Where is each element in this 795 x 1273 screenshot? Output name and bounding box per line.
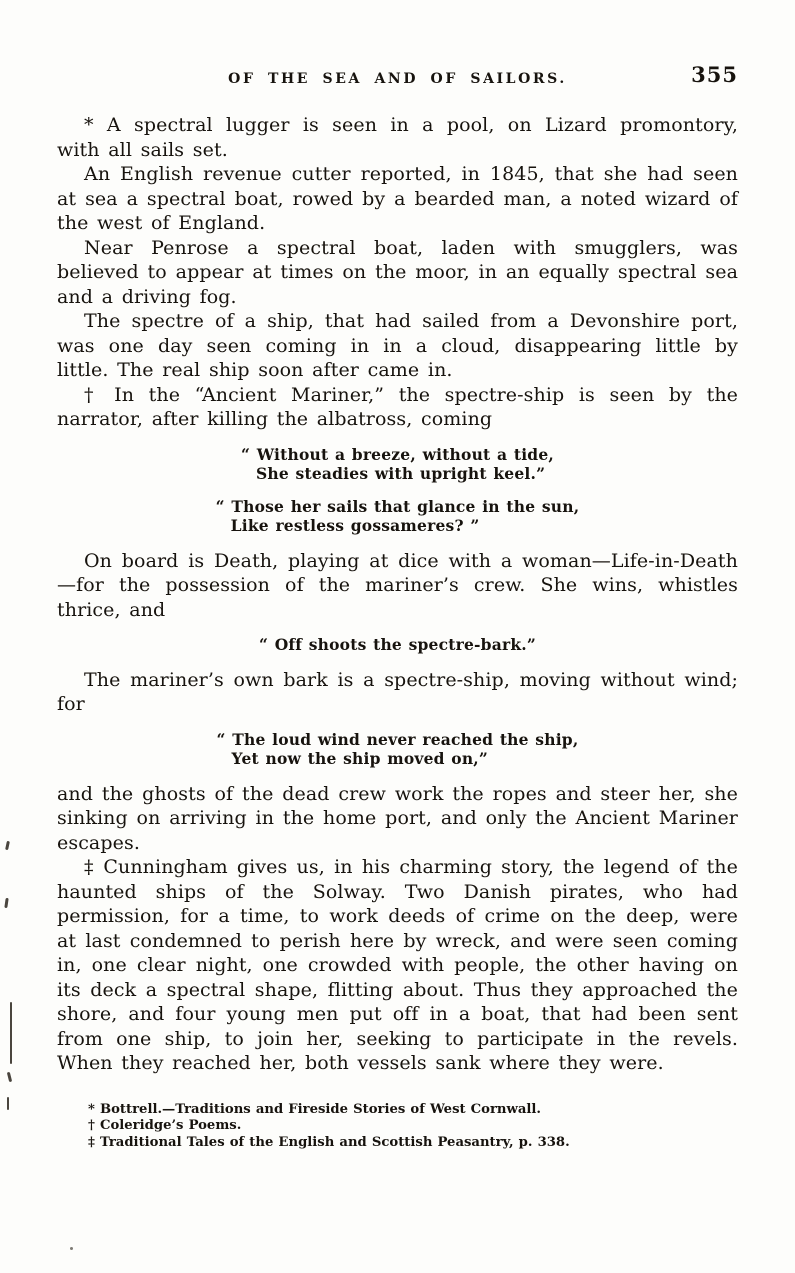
verse-line: “ Without a breeze, without a tide, — [241, 444, 554, 464]
paragraph: An English revenue cutter reported, in 1845, that she had seen at sea a spectral boat, rowed by a bearded man, a noted wizard of the west of England. — [57, 163, 738, 234]
running-title: OF THE SEA AND OF SAILORS. — [228, 71, 567, 87]
scan-artifact — [10, 1002, 12, 1064]
footnotes — [88, 1102, 738, 1152]
paragraph: * A spectral lugger is seen in a pool, on Lizard promontory, with all sails set. — [57, 114, 738, 161]
verse-line: Yet now the ship moved on,” — [231, 749, 488, 768]
scan-artifact — [7, 1072, 12, 1082]
verse-line: “ Those her sails that glance in the sun, — [215, 496, 580, 516]
paragraph: ‡ Cunningham gives us, in his charming story, the legend of the haunted ships of the Solway. Two Danish pirates, who had permission, for a time, to work deeds of crime on the deep, were at last condemned to perish here by wreck, and were seen coming in, one clear night, one crowded with people, the other having on its deck a spectral shape, flitting about. Thus they approached the shore, and four young men put off in a boat, that had been sent from one ship, to join her, seeking to participate in the revels. When they reached her, both vessels sank where they were. — [57, 856, 738, 1074]
paragraph: The spectre of a ship, that had sailed from a Devonshire port, was one day seen coming in in a cloud, disappearing little by little. The real ship soon after came in. — [57, 310, 738, 381]
scan-artifact — [7, 1097, 9, 1110]
page-number: 355 — [691, 62, 738, 87]
footnote: † Coleridge’s Poems. — [88, 1118, 242, 1133]
verse-quote — [259, 635, 536, 655]
paragraph: Near Penrose a spectral boat, laden with smugglers, was believed to appear at times on the moor, in an equally spectral sea and a driving fog. — [57, 236, 738, 308]
paragraph: The mariner’s own bark is a spectre-ship, moving without wind; for — [57, 668, 738, 715]
scan-artifact — [4, 898, 8, 908]
verse-line: “ The loud wind never reached the ship, — [216, 729, 579, 749]
footnote: * Bottrell.—Traditions and Fireside Stories of West Cornwall. — [88, 1101, 542, 1117]
page-body — [57, 113, 738, 1076]
verse-line: Like restless gossameres? ” — [230, 516, 480, 535]
scan-artifact — [70, 1247, 73, 1250]
verse-line: “ Off shoots the spectre-bark.” — [259, 635, 536, 654]
verse-quote — [216, 497, 580, 536]
page-header — [57, 0, 738, 87]
scan-artifact — [5, 841, 10, 850]
paragraph: On board is Death, playing at dice with a woman—Life-in-Death—for the possession of the mariner’s crew. She wins, whistles thrice, and — [57, 549, 738, 621]
verse-quote — [217, 730, 579, 769]
verse-line: She steadies with upright keel.” — [256, 464, 546, 483]
paragraph: † In the “Ancient Mariner,” the spectre-ship is seen by the narrator, after killing the albatross, coming — [57, 383, 738, 430]
footnote: ‡ Traditional Tales of the English and Scottish Peasantry, p. 338. — [88, 1134, 570, 1150]
paragraph: and the ghosts of the dead crew work the ropes and steer her, she sinking on arriving in the home port, and only the Ancient Mariner escapes. — [57, 782, 738, 854]
verse-quote — [241, 445, 554, 484]
